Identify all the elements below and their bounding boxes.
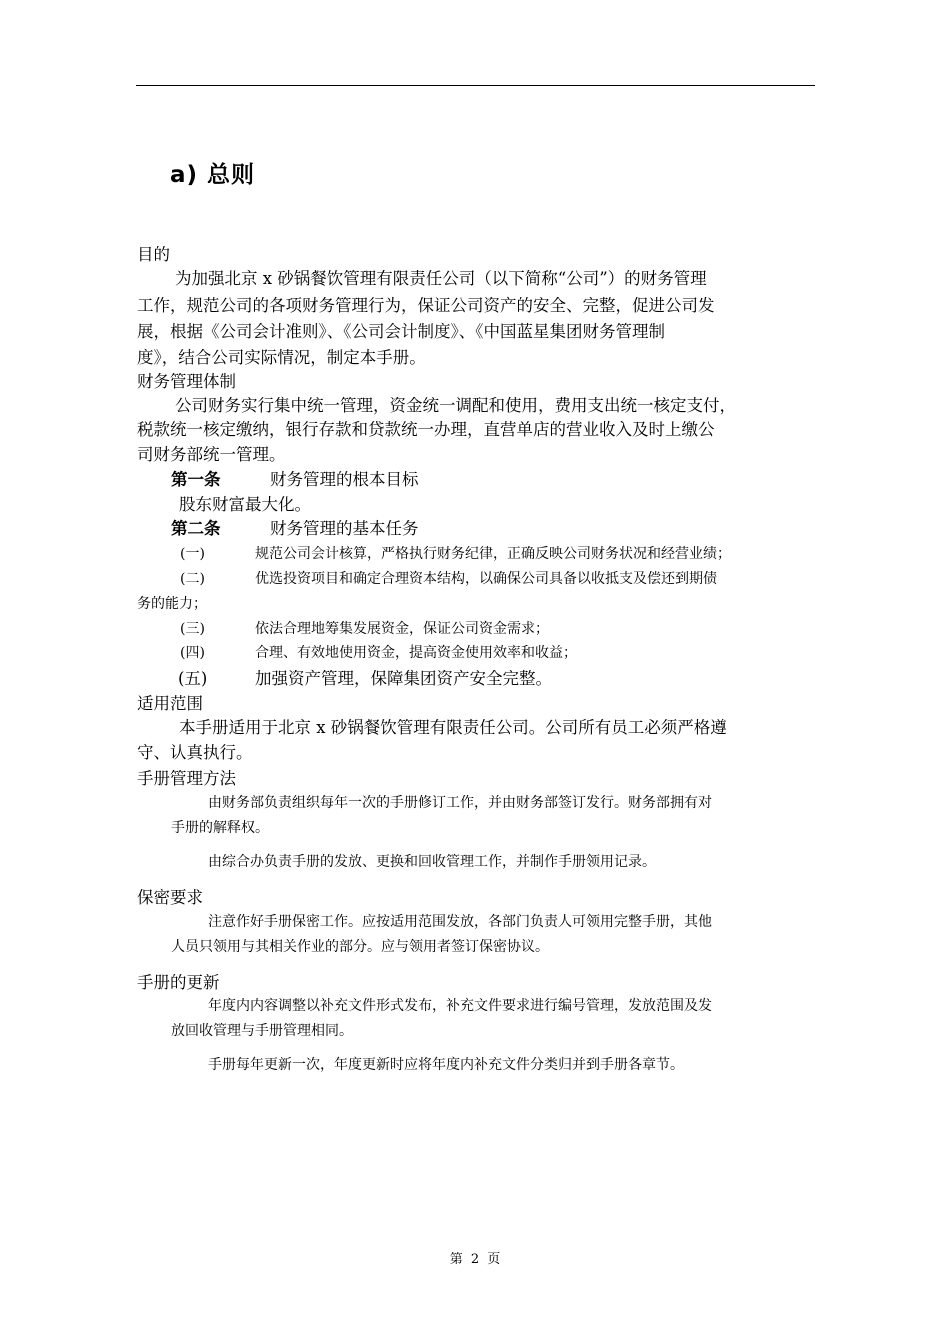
paragraph-line: 为加强北京 x 砂锅餐饮管理有限责任公司（以下简称“公司”）的财务管理 [175, 269, 707, 288]
paragraph-line: 由财务部负责组织每年一次的手册修订工作，并由财务部签订发行。财务部拥有对 [208, 795, 712, 811]
paragraph-line: 税款统一核定缴纳，银行存款和贷款统一办理，直营单店的营业收入及时上缴公 [137, 420, 715, 439]
section-heading-scope: 适用范围 [137, 694, 203, 713]
list-item-text: 加强资产管理，保障集团资产安全完整。 [255, 669, 552, 688]
article-2-title: 财务管理的基本任务 [270, 519, 419, 538]
paragraph-line: 工作，规范公司的各项财务管理行为，保证公司资产的安全、完整，促进公司发 [137, 296, 715, 315]
list-item-number: (三) [180, 621, 205, 637]
page-number: 2 [470, 1252, 480, 1267]
list-item-number: (一) [180, 546, 205, 562]
article-1-body: 股东财富最大化。 [179, 495, 311, 514]
paragraph-line: 人员只领用与其相关作业的部分。应与领用者签订保密协议。 [171, 939, 549, 955]
paragraph-line: 放回收管理与手册管理相同。 [171, 1023, 353, 1039]
list-item-text: 依法合理地筹集发展资金，保证公司资金需求； [255, 621, 549, 637]
paragraph-line: 手册的解释权。 [171, 820, 269, 836]
paragraph-line: 手册每年更新一次，年度更新时应将年度内补充文件分类归并到手册各章节。 [208, 1057, 684, 1073]
page-label-suffix: 页 [487, 1252, 501, 1267]
header-rule [136, 85, 815, 86]
paragraph-line: 展，根据《公司会计准则》、《公司会计制度》、《中国蓝星集团财务管理制 [137, 322, 665, 341]
paragraph-line: 年度内内容调整以补充文件形式发布，补充文件要求进行编号管理，发放范围及发 [208, 998, 712, 1014]
section-heading-update: 手册的更新 [137, 973, 220, 992]
article-1-label: 第一条 [171, 470, 221, 489]
list-item-number: (五) [178, 669, 208, 688]
list-item-text: 优选投资项目和确定合理资本结构，以确保公司具备以收抵支及偿还到期债 [255, 571, 717, 587]
article-1-title: 财务管理的根本目标 [270, 470, 419, 489]
paragraph-line: 公司财务实行集中统一管理，资金统一调配和使用，费用支出统一核定支付， [175, 396, 736, 415]
paragraph-line: 司财务部统一管理。 [137, 445, 286, 464]
section-heading-system: 财务管理体制 [137, 372, 236, 391]
list-item-continuation: 务的能力； [137, 596, 207, 612]
paragraph-line: 注意作好手册保密工作。应按适用范围发放，各部门负责人可领用完整手册，其他 [208, 914, 712, 930]
list-item-number: (二) [180, 571, 205, 587]
list-item-text: 合理、有效地使用资金，提高资金使用效率和收益； [255, 645, 577, 661]
paragraph-line: 度》，结合公司实际情况，制定本手册。 [137, 348, 426, 367]
paragraph-line: 本手册适用于北京 x 砂锅餐饮管理有限责任公司。公司所有员工必须严格遵 [179, 718, 727, 737]
page-footer [0, 1248, 950, 1267]
section-heading-secrecy: 保密要求 [137, 888, 203, 907]
section-heading-purpose: 目的 [137, 245, 170, 264]
paragraph-line: 由综合办负责手册的发放、更换和回收管理工作，并制作手册领用记录。 [208, 854, 656, 870]
section-heading-management: 手册管理方法 [137, 769, 236, 788]
article-2-label: 第二条 [171, 519, 221, 538]
page-label-prefix: 第 [449, 1252, 463, 1267]
list-item-text: 规范公司会计核算，严格执行财务纪律，正确反映公司财务状况和经营业绩； [255, 546, 731, 562]
chapter-title: a) 总则 [170, 162, 256, 188]
paragraph-line: 守、认真执行。 [137, 743, 253, 762]
list-item-number: (四) [180, 645, 205, 661]
